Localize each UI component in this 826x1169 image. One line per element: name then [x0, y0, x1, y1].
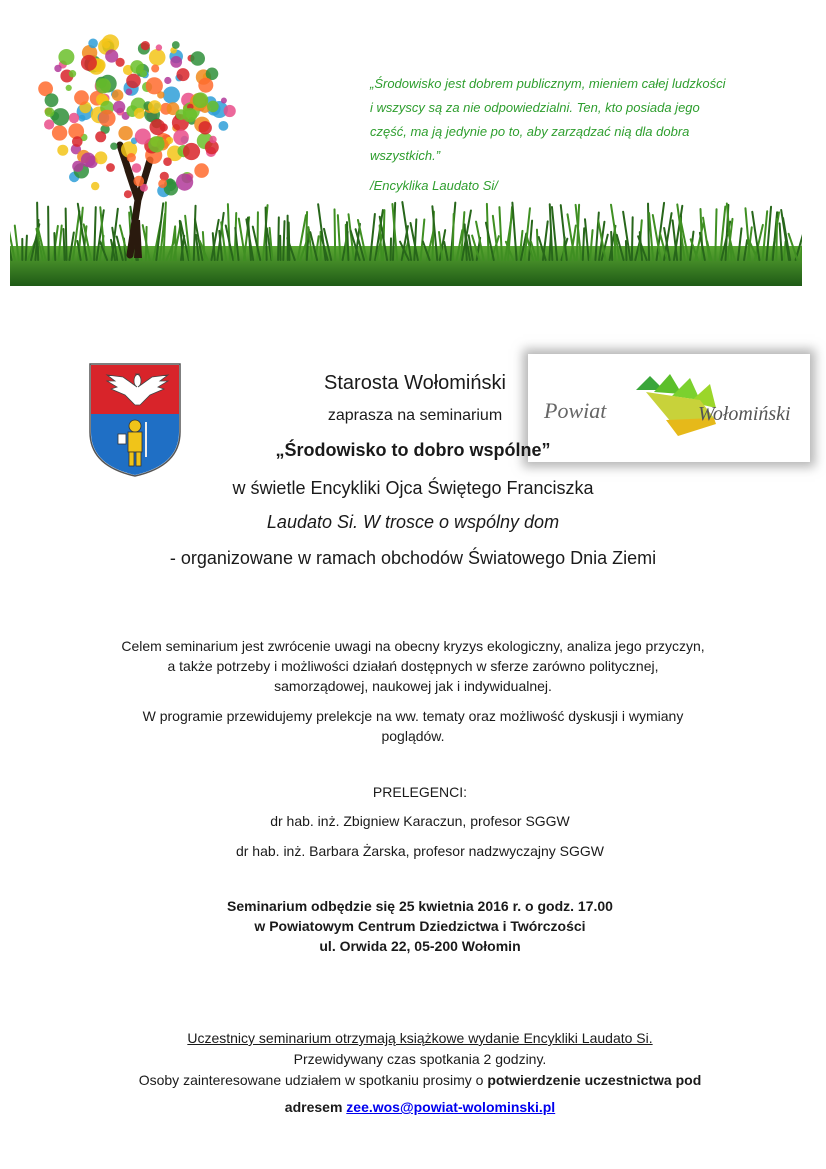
host-heading: Starosta Wołomiński: [324, 372, 506, 394]
subtitle-line-italic: Laudato Si. W trosce o wspólny dom: [266, 512, 560, 532]
quote-source: /Encyklika Laudato Si/: [370, 178, 498, 193]
venue-line: w Powiatowym Centrum Dziedzictwa i Twórczości: [254, 918, 586, 934]
subtitle-line: w świetle Encykliki Ojca Świętego Franciszka: [232, 478, 594, 498]
invites-text: zaprasza na seminarium: [327, 407, 503, 424]
registration-bold: potwierdzenie uczestnictwa pod: [487, 1072, 702, 1088]
program-line: W programie przewidujemy prelekcje na ww. tematy oraz możliwość dyskusji i wymiany: [142, 708, 684, 724]
registration-note: [60, 1070, 780, 1091]
powiat-logo-text-right: Wołomiński: [698, 403, 791, 425]
speaker-item: dr hab. inż. Barbara Żarska, profesor nadzwyczajny SGGW: [235, 843, 605, 859]
purpose-paragraph: [70, 636, 756, 696]
powiat-logo-text-left: Powiat: [544, 398, 607, 423]
purpose-line: samorządowej, naukowej jak i indywidualnej.: [274, 678, 552, 694]
footer-notes: [60, 1028, 780, 1118]
seminar-title: „Środowisko to dobro wspólne”: [275, 440, 551, 460]
subtitle-line: - organizowane w ramach obchodów Światowego Dnia Ziemi: [169, 548, 657, 568]
purpose-line: a także potrzeby i możliwości działań dostępnych w sferze zarówno politycznej,: [167, 658, 659, 674]
date-venue-block: [120, 896, 720, 956]
quote-line: część, ma ją jedynie po to, aby zarządzać nią dla dobra: [370, 124, 690, 139]
address-line: ul. Orwida 22, 05-200 Wołomin: [319, 938, 521, 954]
quote-line: wszystkich.”: [370, 148, 441, 163]
duration-note: Przewidywany czas spotkania 2 godziny.: [293, 1051, 547, 1067]
purpose-line: Celem seminarium jest zwrócenie uwagi na obecny kryzys ekologiczny, analiza jego przyczyn,: [121, 638, 705, 654]
speaker-item: dr hab. inż. Zbigniew Karaczun, profesor SGGW: [270, 813, 570, 829]
quote-block: [370, 72, 780, 198]
program-line: poglądów.: [381, 728, 445, 744]
date-line: Seminarium odbędzie się 25 kwietnia 2016 r. o godz. 17.00: [227, 898, 613, 914]
quote-line: „Środowisko jest dobrem publicznym, mieniem całej ludzkości: [370, 76, 726, 91]
quote-line: i wszyscy są za nie odpowiedzialni. Ten, kto posiada jego: [370, 100, 700, 115]
email-link[interactable]: zee.wos@powiat-wolominski.pl: [346, 1099, 556, 1115]
registration-text: Osoby zainteresowane udziałem w spotkaniu prosimy o: [138, 1072, 488, 1088]
participants-note: Uczestnicy seminarium otrzymają książkowe wydanie Encykliki Laudato Si.: [187, 1030, 653, 1046]
speakers-heading: PRELEGENCI:: [372, 784, 468, 800]
email-label: adresem: [284, 1099, 343, 1115]
program-paragraph: [90, 706, 736, 746]
email-line: [60, 1097, 780, 1118]
